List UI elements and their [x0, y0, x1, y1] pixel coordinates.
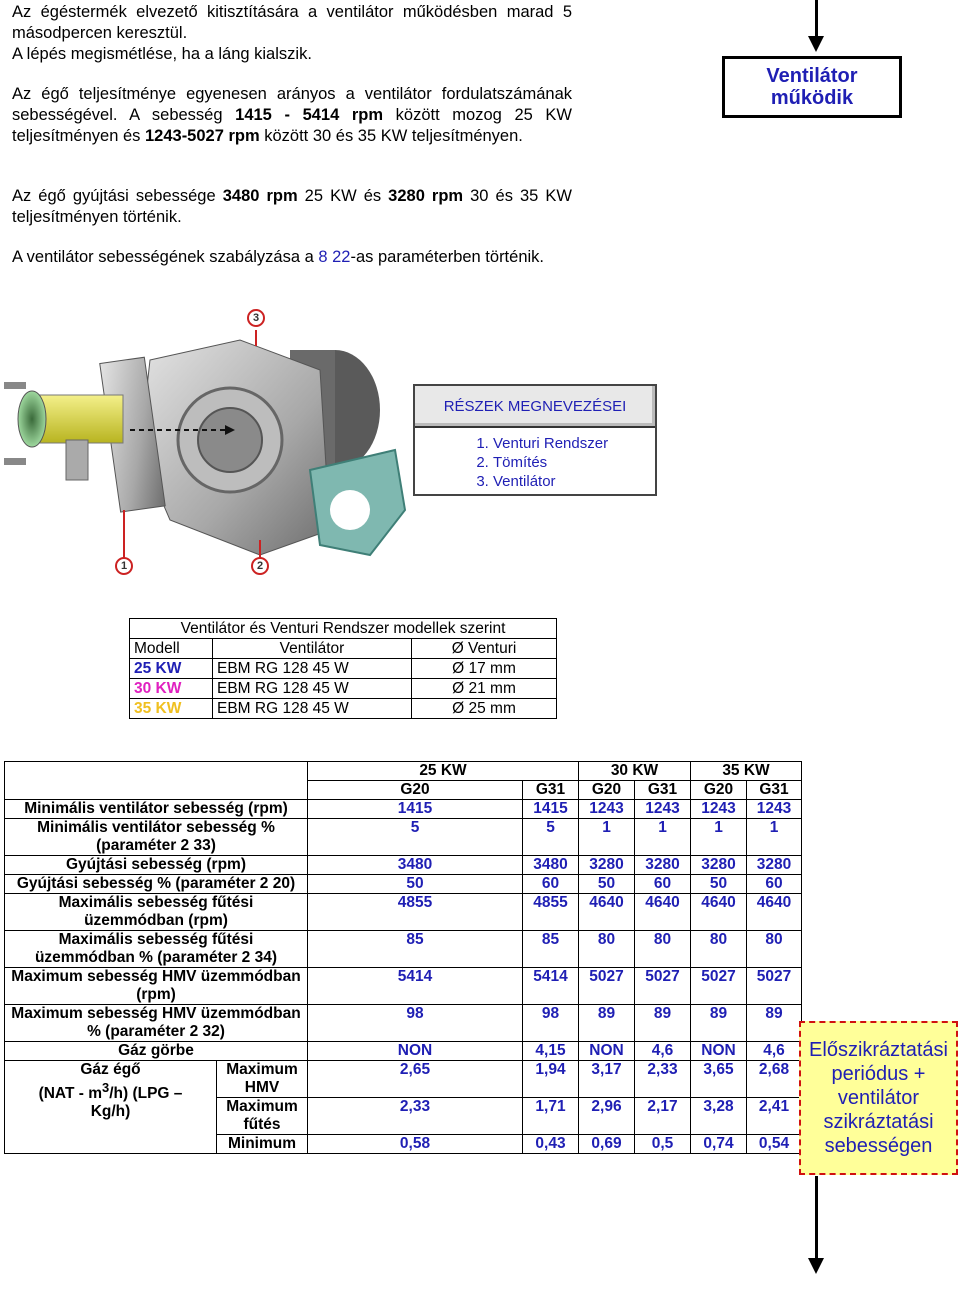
- row-label: Gáz görbe: [5, 1042, 308, 1061]
- value-cell: 1,94: [523, 1061, 579, 1098]
- value-cell: 3280: [579, 856, 635, 875]
- value-cell: NON: [691, 1042, 747, 1061]
- value-cell: 60: [523, 875, 579, 894]
- value-cell: 0,69: [579, 1135, 635, 1154]
- parts-legend-title: RÉSZEK MEGNEVEZÉSEI: [415, 386, 655, 428]
- value-cell: NON: [579, 1042, 635, 1061]
- value-cell: 1415: [523, 800, 579, 819]
- value-cell: 5027: [635, 968, 691, 1005]
- value-cell: 1415: [308, 800, 523, 819]
- value-cell: 3480: [523, 856, 579, 875]
- speed-table-corner: [5, 762, 308, 781]
- value-cell: 60: [747, 875, 802, 894]
- power-header: 30 KW: [579, 762, 691, 781]
- table-row: [5, 894, 857, 931]
- value-cell: 89: [579, 1005, 635, 1042]
- model-table-header: Ventilátor: [213, 639, 412, 659]
- value-cell: 1: [691, 819, 747, 856]
- fan-running-box: Ventilátor működik: [722, 56, 902, 118]
- speed-table-spacer: [802, 762, 857, 781]
- value-cell: 2,65: [308, 1061, 523, 1098]
- callout-2: 2: [251, 557, 269, 575]
- value-cell: 80: [579, 931, 635, 968]
- rpm-range: 1415 - 5414 rpm: [235, 106, 384, 124]
- value-cell: 0,58: [308, 1135, 523, 1154]
- intro-text: A ventilátor sebességének szabályzása a: [12, 248, 319, 266]
- value-cell: 5: [308, 819, 523, 856]
- value-cell: 1: [635, 819, 691, 856]
- callout-3: 3: [247, 309, 265, 327]
- value-cell: 2,33: [635, 1061, 691, 1098]
- flow-arrow-head: [808, 1258, 824, 1274]
- value-cell: 5027: [579, 968, 635, 1005]
- fan-cell: EBM RG 128 45 W: [213, 679, 412, 699]
- table-row: [5, 968, 857, 1005]
- intro-text: Az égő teljesítménye egyenesen arányos a ventilátor fordulatszámának sebességével. A sebesség: [12, 85, 572, 124]
- value-cell: 89: [747, 1005, 802, 1042]
- venturi-cell: Ø 21 mm: [412, 679, 557, 699]
- intro-paragraph-1: [12, 2, 572, 65]
- value-cell: 1: [747, 819, 802, 856]
- callout-1: 1: [115, 557, 133, 575]
- speed-table: [4, 761, 857, 1154]
- value-cell: 98: [308, 1005, 523, 1042]
- row-label: Minimális ventilátor sebesség % (paraméter 2 33): [5, 819, 308, 856]
- intro-text: között 30 és 35 KW teljesítményen.: [259, 127, 523, 145]
- table-row: [5, 1042, 857, 1061]
- value-cell: 5414: [523, 968, 579, 1005]
- parts-list-item: 3. Ventilátor: [493, 472, 655, 491]
- gas-header: G20: [579, 781, 635, 800]
- value-cell: 1,71: [523, 1098, 579, 1135]
- row-label: Maximum HMV: [217, 1061, 308, 1098]
- table-row: [5, 1005, 857, 1042]
- model-cell: 25 KW: [130, 659, 213, 679]
- flow-arrow-line: [815, 1176, 818, 1260]
- gas-label-sup: 3: [102, 1080, 110, 1095]
- intro-text: Az égéstermék elvezető kitisztítására a ventilátor működésben marad 5 másodpercen keresztül.: [12, 3, 572, 42]
- value-cell: 50: [579, 875, 635, 894]
- intro-text: 30 és 35 KW teljesítményen történik.: [12, 187, 572, 226]
- pre-ignition-note: Előszikráztatási periódus + ventilátor szikráztatási sebességen: [799, 1021, 958, 1175]
- value-cell: 50: [308, 875, 523, 894]
- intro-text: Az égő gyújtási sebessége: [12, 187, 223, 205]
- value-cell: 4640: [579, 894, 635, 931]
- speed-table-spacer: [802, 931, 857, 968]
- value-cell: 4,6: [635, 1042, 691, 1061]
- rpm-value: 3480 rpm: [222, 187, 298, 205]
- speed-table-spacer: [802, 781, 857, 800]
- row-label: Maximum sebesség HMV üzemmódban % (paraméter 2 32): [5, 1005, 308, 1042]
- intro-paragraph-3: [12, 186, 572, 228]
- value-cell: 1243: [579, 800, 635, 819]
- row-label: Maximális sebesség fűtési üzemmódban (rpm): [5, 894, 308, 931]
- power-header: 35 KW: [691, 762, 802, 781]
- value-cell: 50: [691, 875, 747, 894]
- value-cell: NON: [308, 1042, 523, 1061]
- value-cell: 3280: [747, 856, 802, 875]
- model-table-row: [130, 679, 557, 699]
- value-cell: 1: [579, 819, 635, 856]
- gas-label-text: /h) (LPG –: [109, 1085, 183, 1103]
- value-cell: 3480: [308, 856, 523, 875]
- table-row: [5, 856, 857, 875]
- value-cell: 0,54: [747, 1135, 802, 1154]
- gas-label-text: (NAT - m: [38, 1085, 103, 1103]
- value-cell: 4640: [635, 894, 691, 931]
- intro-paragraph-2: [12, 84, 572, 147]
- value-cell: 1243: [691, 800, 747, 819]
- row-label: Maximális sebesség fűtési üzemmódban % (paraméter 2 34): [5, 931, 308, 968]
- gas-label-text: Kg/h): [90, 1103, 131, 1121]
- value-cell: 5027: [691, 968, 747, 1005]
- power-header: 25 KW: [308, 762, 579, 781]
- fan-cell: EBM RG 128 45 W: [213, 699, 412, 719]
- rpm-range: 1243-5027 rpm: [144, 127, 260, 145]
- value-cell: 80: [747, 931, 802, 968]
- row-label: Minimum: [217, 1135, 308, 1154]
- parts-list-item: 1. Venturi Rendszer: [493, 434, 655, 453]
- model-table-header: Modell: [130, 639, 213, 659]
- gas-burner-label: [5, 1061, 217, 1154]
- table-row: [5, 819, 857, 856]
- parameter-code: 8 22: [318, 248, 351, 266]
- model-table-row: [130, 699, 557, 719]
- value-cell: 4,6: [747, 1042, 802, 1061]
- speed-table-corner: [5, 781, 308, 800]
- value-cell: 80: [635, 931, 691, 968]
- value-cell: 3,28: [691, 1098, 747, 1135]
- flow-arrow-head: [808, 36, 824, 52]
- gas-header: G20: [308, 781, 523, 800]
- value-cell: 5414: [308, 968, 523, 1005]
- value-cell: 3,17: [579, 1061, 635, 1098]
- model-table-title: Ventilátor és Venturi Rendszer modellek szerint: [130, 619, 557, 639]
- value-cell: 4,15: [523, 1042, 579, 1061]
- parts-list: [415, 434, 655, 491]
- value-cell: 60: [635, 875, 691, 894]
- speed-table-spacer: [802, 968, 857, 1005]
- value-cell: 4640: [747, 894, 802, 931]
- model-table-row: [130, 659, 557, 679]
- fan-illustration: [0, 300, 420, 590]
- gas-header: G20: [691, 781, 747, 800]
- gas-header: G31: [523, 781, 579, 800]
- value-cell: 1243: [635, 800, 691, 819]
- row-label: Minimális ventilátor sebesség (rpm): [5, 800, 308, 819]
- intro-text: A lépés megismétlése, ha a láng kialszik.: [12, 45, 312, 63]
- speed-table-spacer: [802, 894, 857, 931]
- venturi-cell: Ø 25 mm: [412, 699, 557, 719]
- value-cell: 0,74: [691, 1135, 747, 1154]
- value-cell: 0,5: [635, 1135, 691, 1154]
- fan-cell: EBM RG 128 45 W: [213, 659, 412, 679]
- model-table-header: Ø Venturi: [412, 639, 557, 659]
- parts-legend: [413, 384, 657, 496]
- venturi-cell: Ø 17 mm: [412, 659, 557, 679]
- row-label: Gyújtási sebesség (rpm): [5, 856, 308, 875]
- gas-header: G31: [635, 781, 691, 800]
- intro-paragraph-4: [12, 247, 572, 268]
- speed-table-spacer: [802, 800, 857, 819]
- gas-label-text: Gáz égő: [80, 1061, 141, 1078]
- value-cell: 3,65: [691, 1061, 747, 1098]
- table-row: [5, 931, 857, 968]
- value-cell: 2,68: [747, 1061, 802, 1098]
- value-cell: 89: [691, 1005, 747, 1042]
- model-table: [129, 618, 557, 719]
- value-cell: 2,33: [308, 1098, 523, 1135]
- row-label: Gyújtási sebesség % (paraméter 2 20): [5, 875, 308, 894]
- value-cell: 0,43: [523, 1135, 579, 1154]
- model-cell: 30 KW: [130, 679, 213, 699]
- value-cell: 98: [523, 1005, 579, 1042]
- speed-table-spacer: [802, 856, 857, 875]
- value-cell: 5: [523, 819, 579, 856]
- value-cell: 5027: [747, 968, 802, 1005]
- intro-text: -as paraméterben történik.: [350, 248, 544, 266]
- parts-list-item: 2. Tömítés: [493, 453, 655, 472]
- table-row: [5, 800, 857, 819]
- intro-text: között mozog 25 KW teljesítményen és: [12, 106, 572, 145]
- flow-arrow-line: [815, 0, 818, 38]
- value-cell: 1243: [747, 800, 802, 819]
- value-cell: 2,96: [579, 1098, 635, 1135]
- row-label: Maximum fűtés: [217, 1098, 308, 1135]
- row-label: Maximum sebesség HMV üzemmódban (rpm): [5, 968, 308, 1005]
- value-cell: 2,17: [635, 1098, 691, 1135]
- value-cell: 4640: [691, 894, 747, 931]
- value-cell: 4855: [308, 894, 523, 931]
- table-row: [5, 1061, 857, 1098]
- gas-header: G31: [747, 781, 802, 800]
- value-cell: 2,41: [747, 1098, 802, 1135]
- value-cell: 3280: [691, 856, 747, 875]
- speed-table-spacer: [802, 875, 857, 894]
- value-cell: 85: [308, 931, 523, 968]
- rpm-value: 3280 rpm: [388, 187, 464, 205]
- model-cell: 35 KW: [130, 699, 213, 719]
- value-cell: 89: [635, 1005, 691, 1042]
- value-cell: 80: [691, 931, 747, 968]
- speed-table-spacer: [802, 819, 857, 856]
- value-cell: 85: [523, 931, 579, 968]
- value-cell: 3280: [635, 856, 691, 875]
- table-row: [5, 875, 857, 894]
- intro-text: 25 KW és: [297, 187, 389, 205]
- value-cell: 4855: [523, 894, 579, 931]
